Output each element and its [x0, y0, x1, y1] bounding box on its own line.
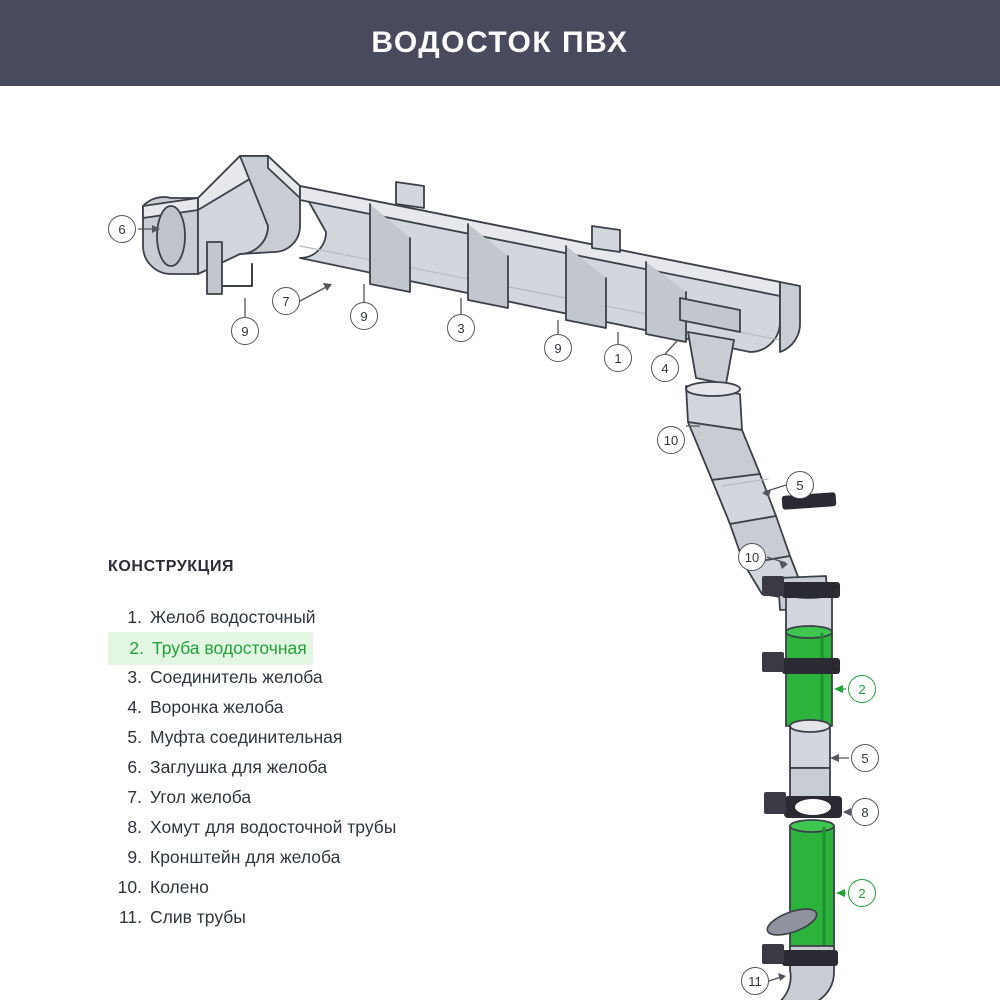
callout-9b: 9 [350, 302, 378, 330]
legend-item [108, 902, 548, 932]
leader-4 [665, 340, 678, 354]
legend-item-label: Хомут для водосточной трубы [150, 817, 397, 837]
legend-item-label: Кронштейн для желоба [150, 847, 341, 867]
legend-item [108, 662, 548, 692]
funnel-body [688, 332, 734, 384]
callout-11: 11 [741, 967, 769, 995]
legend-item [108, 872, 548, 902]
clamp-2-wall-plate [762, 652, 784, 672]
callout-5b: 5 [851, 744, 879, 772]
page-title: ВОДОСТОК ПВХ [371, 26, 629, 59]
gutter-right-cap [780, 282, 800, 352]
callout-5a: 5 [786, 471, 814, 499]
leader-arrowheads-green [834, 685, 845, 897]
arrow-7 [323, 283, 332, 291]
legend-title: КОНСТРУКЦИЯ [108, 558, 235, 575]
callout-1: 1 [604, 344, 632, 372]
legend-item [108, 722, 548, 752]
coupler-5b-rim [790, 720, 830, 732]
arrow-2b [836, 889, 845, 897]
legend-item-number: 9. [127, 847, 142, 867]
clamp-1 [782, 582, 840, 598]
downpipe-section-b [790, 768, 830, 798]
legend-item-label: Воронка желоба [150, 697, 284, 717]
legend-item-label: Заглушка для желоба [150, 757, 328, 777]
callout-3: 3 [447, 314, 475, 342]
gutter-bracket-9a-plate [207, 242, 222, 294]
callout-2b: 2 [848, 879, 876, 907]
legend-item-number: 1. [127, 607, 142, 627]
clamp-3-wall-plate [762, 944, 784, 964]
clamp-1-wall-plate [762, 576, 784, 596]
gutter-cap-inner [157, 206, 185, 266]
legend-item-number: 5. [127, 727, 142, 747]
legend [108, 558, 548, 932]
legend-item-number: 7. [127, 787, 142, 807]
legend-item-label: Труба водосточная [152, 638, 307, 658]
legend-item [108, 752, 548, 782]
legend-item [108, 692, 548, 722]
elbow-10a-lower [688, 422, 760, 480]
gutter-bracket-9c-top [592, 226, 620, 252]
downpipe-highlight-lower [790, 826, 834, 966]
arrow-8 [843, 808, 851, 816]
downpipe-upper [712, 474, 776, 524]
legend-item-label: Колено [150, 877, 209, 897]
callout-7: 7 [272, 287, 300, 315]
callout-10a: 10 [657, 426, 685, 454]
legend-item-number: 2. [129, 638, 144, 658]
clamp-2 [782, 658, 840, 674]
legend-item [108, 602, 548, 632]
callout-6: 6 [108, 215, 136, 243]
legend-item [108, 842, 548, 872]
legend-item-label: Желоб водосточный [150, 607, 316, 627]
legend-item-label: Соединитель желоба [150, 667, 323, 687]
legend-item-number: 3. [127, 667, 142, 687]
legend-item-number: 6. [127, 757, 142, 777]
clamp-8-wall-plate [764, 792, 786, 814]
legend-item [108, 632, 548, 662]
arrow-11 [778, 973, 786, 981]
downpipe-highlight-upper-rim [786, 626, 832, 638]
callout-9a: 9 [231, 317, 259, 345]
legend-item-label: Угол желоба [150, 787, 252, 807]
elbow-10a-rim [686, 382, 740, 396]
downpipe-highlight-lower-rim [790, 820, 834, 832]
legend-item-number: 10. [117, 877, 142, 897]
legend-item-number: 11. [118, 907, 142, 927]
callout-8: 8 [851, 798, 879, 826]
clamp-8-hole [795, 799, 831, 815]
arrow-2a [834, 685, 843, 693]
gutter-bracket-9b-top [396, 182, 424, 208]
downpipe-highlight-upper [786, 632, 832, 726]
legend-item-number: 8. [127, 817, 142, 837]
legend-item-number: 4. [127, 697, 142, 717]
legend-item-highlight [108, 632, 313, 665]
clamp-3 [782, 950, 838, 966]
legend-item [108, 782, 548, 812]
legend-item-label: Слив трубы [150, 907, 246, 927]
callout-9c: 9 [544, 334, 572, 362]
page-header [0, 0, 1000, 86]
callout-4: 4 [651, 354, 679, 382]
legend-item-label: Муфта соединительная [150, 727, 343, 747]
callout-2a: 2 [848, 675, 876, 703]
legend-list [108, 602, 548, 932]
legend-item [108, 812, 548, 842]
callout-10b: 10 [738, 543, 766, 571]
arrow-5b [830, 754, 839, 762]
